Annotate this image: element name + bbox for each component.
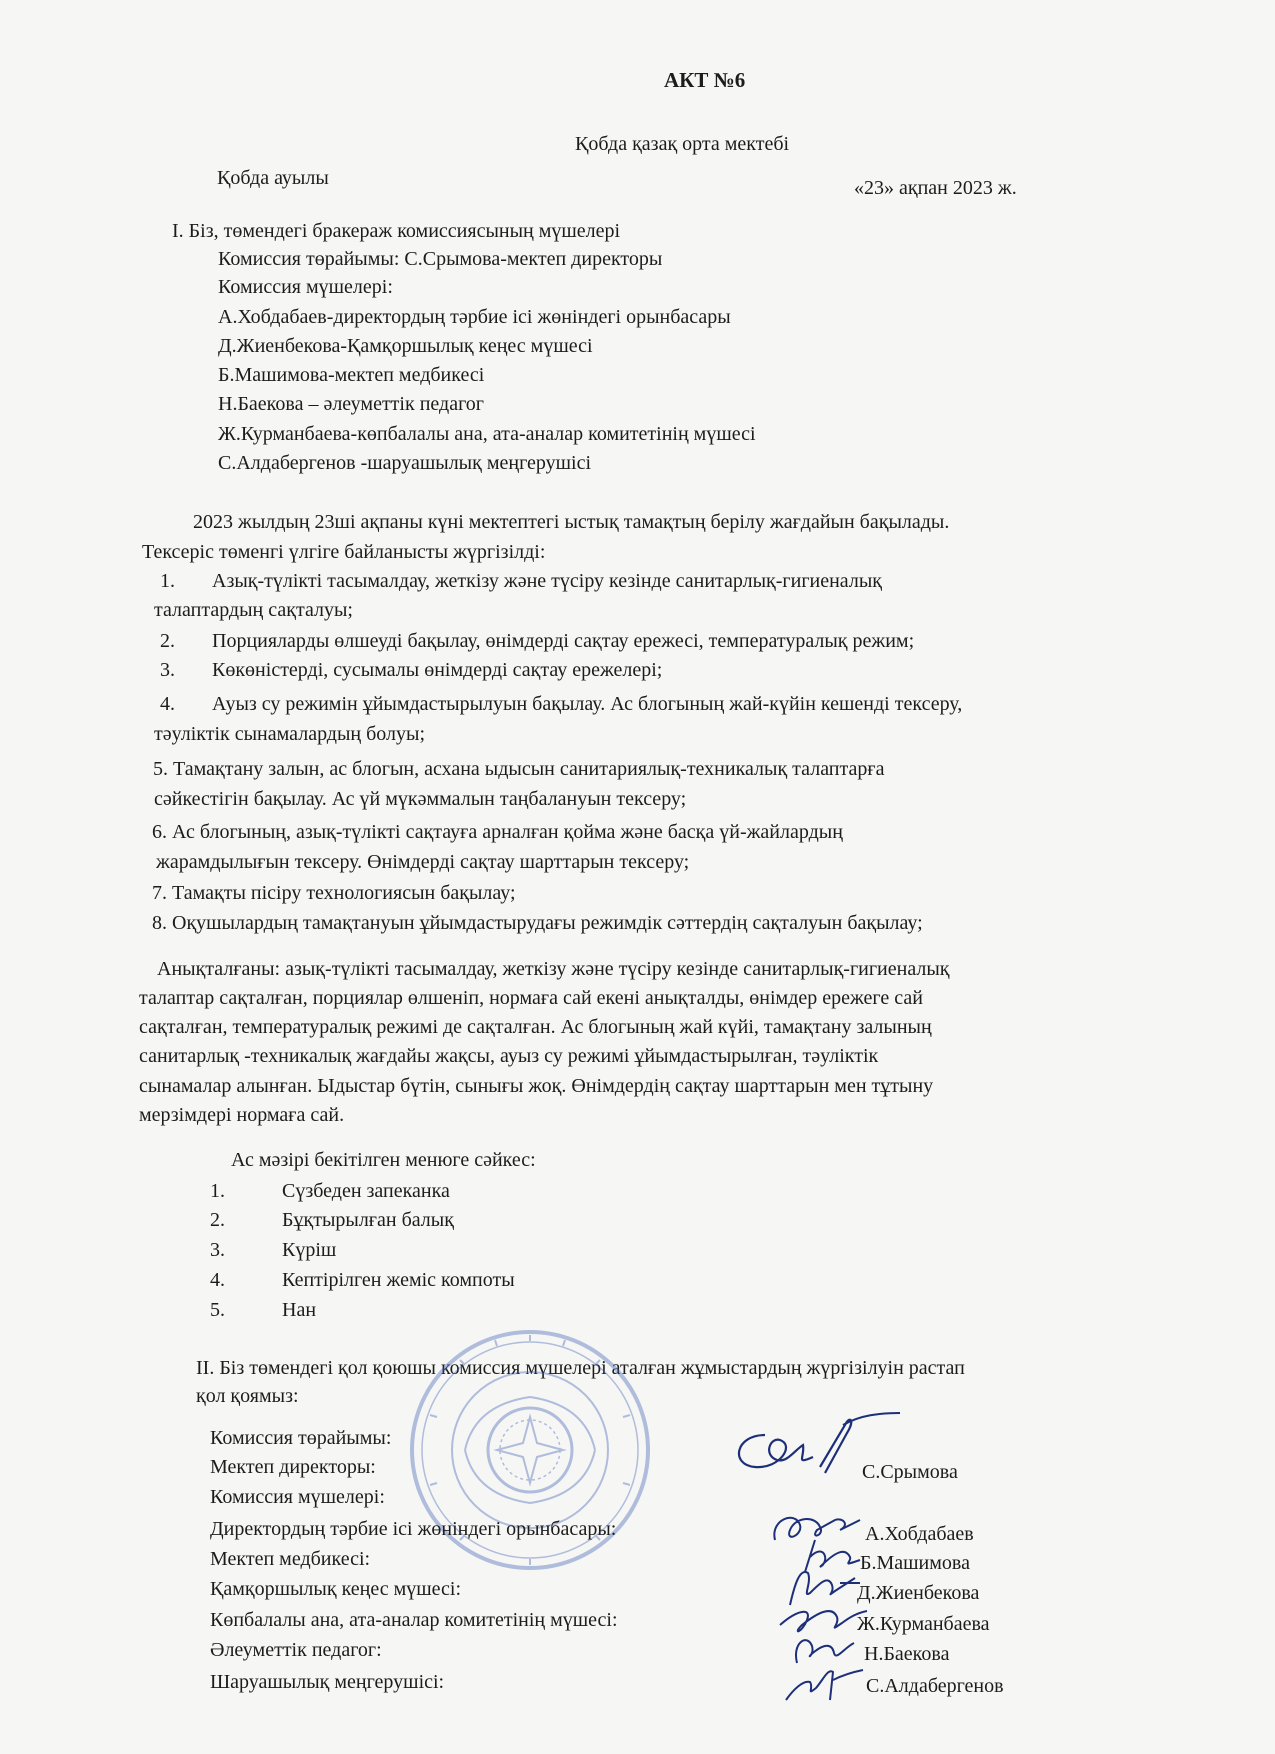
commission-chair: Комиссия төрайымы: С.Срымова-мектеп директоры bbox=[218, 248, 663, 270]
menu-item: 3. Күріш bbox=[210, 1239, 337, 1261]
findings-line: талаптар сақталған, порциялар өлшеніп, нормаға сай екені анықталды, өнімдер ережеге сай bbox=[139, 987, 923, 1009]
signature-name: Ж.Курманбаева bbox=[857, 1613, 990, 1635]
inspection-item-cont: сәйкестігін бақылау. Ас үй мүкәммалын таңбалануын тексеру; bbox=[154, 788, 687, 810]
inspection-item: 6. Ас блогының, азық-түлікті сақтауға арналған қойма және басқа үй-жайлардың bbox=[152, 821, 843, 843]
signature-name: С.Алдабергенов bbox=[866, 1675, 1004, 1697]
confirmation-line: қол қоямыз: bbox=[196, 1385, 299, 1407]
place-name: Қобда ауылы bbox=[217, 167, 329, 189]
commission-member: Ж.Курманбаева-көпбалалы ана, ата-аналар комитетінің мүшесі bbox=[218, 423, 756, 445]
menu-item: 1. Сүзбеден запеканка bbox=[210, 1180, 450, 1202]
findings-line: санитарлық -техникалық жағдайы жақсы, ауыз су режимі ұйымдастырылған, тәуліктік bbox=[139, 1045, 879, 1067]
inspection-basis: Тексеріс төменгі үлгіге байланысты жүргізілді: bbox=[142, 541, 546, 563]
inspection-item: 5. Тамақтану залын, ас блогын, асхана ыдысын санитариялық-техникалық талаптарға bbox=[153, 758, 885, 780]
signature-role: Әлеуметтік педагог: bbox=[210, 1639, 382, 1661]
signature-name: С.Срымова bbox=[862, 1461, 958, 1483]
signature-role: Мектеп директоры: bbox=[210, 1456, 376, 1478]
menu-item: 4. Кептірілген жеміс компоты bbox=[210, 1269, 515, 1291]
menu-title: Ас мәзірі бекітілген менюге сәйкес: bbox=[231, 1149, 536, 1171]
school-name: Қобда қазақ орта мектебі bbox=[575, 133, 790, 155]
findings-line: Анықталғаны: азық-түлікті тасымалдау, жеткізу және түсіру кезінде санитарлық-гигиеналық bbox=[157, 958, 950, 980]
commission-intro: І. Біз, төмендегі бракераж комиссиясының мүшелері bbox=[172, 220, 621, 242]
inspection-intro: 2023 жылдың 23ші ақпаны күні мектептегі ыстық тамақтың берілу жағдайын бақылады. bbox=[193, 511, 950, 533]
inspection-item: 2. Порцияларды өлшеуді бақылау, өнімдерді сақтау ережесі, температуралық режим; bbox=[160, 630, 915, 652]
signature-name: Н.Баекова bbox=[864, 1643, 950, 1665]
menu-item: 2. Бұқтырылған балық bbox=[210, 1209, 454, 1231]
inspection-item: 4. Ауыз су режимін ұйымдастырылуын бақылау. Ас блогының жай-күйін кешенді тексеру, bbox=[160, 693, 963, 715]
signature-role: Көпбалалы ана, ата-аналар комитетінің мүшесі: bbox=[210, 1609, 618, 1631]
document-date: «23» ақпан 2023 ж. bbox=[854, 177, 1017, 199]
menu-item: 5. Нан bbox=[210, 1299, 317, 1321]
commission-member: А.Хобдабаев-директордың тәрбие ісі жөніндегі орынбасары bbox=[218, 306, 731, 328]
signature-role: Мектеп медбикесі: bbox=[210, 1548, 371, 1570]
director-signature bbox=[725, 1405, 905, 1485]
findings-line: мерзімдері нормаға сай. bbox=[139, 1104, 345, 1126]
signature-role: Қамқоршылық кеңес мүшесі: bbox=[210, 1578, 462, 1600]
inspection-item: 3. Көкөністерді, сусымалы өнімдерді сақтау ережелері; bbox=[160, 659, 663, 681]
findings-line: сынамалар алынған. Ыдыстар бүтін, сынығы жоқ. Өнімдердің сақтау шарттарын мен тұтыну bbox=[139, 1075, 934, 1097]
commission-member: С.Алдабергенов -шаруашылық меңгерушісі bbox=[218, 452, 592, 474]
inspection-item: 1. Азық-түлікті тасымалдау, жеткізу және түсіру кезінде санитарлық-гигиеналық bbox=[160, 570, 882, 592]
commission-member: Д.Жиенбекова-Қамқоршылық кеңес мүшесі bbox=[218, 335, 593, 357]
signature-role: Комиссия мүшелері: bbox=[210, 1486, 385, 1508]
signature-role: Шаруашылық меңгерушісі: bbox=[210, 1671, 445, 1693]
signature-name: Д.Жиенбекова bbox=[857, 1582, 980, 1604]
signature-6 bbox=[778, 1660, 868, 1705]
inspection-item: 7. Тамақты пісіру технологиясын бақылау; bbox=[152, 882, 516, 904]
signature-name: Б.Машимова bbox=[860, 1552, 970, 1574]
inspection-item: 8. Оқушылардың тамақтануын ұйымдастырудағы режимдік сәттердің сақталуын бақылау; bbox=[152, 912, 923, 934]
findings-line: сақталған, температуралық режимі де сақталған. Ас блогының жай күйі, тамақтану залының bbox=[139, 1016, 932, 1038]
document-title: АКТ №6 bbox=[664, 68, 746, 92]
inspection-item-cont: тәуліктік сынамалардың болуы; bbox=[154, 723, 426, 745]
inspection-item-cont: талаптардың сақталуы; bbox=[154, 599, 353, 621]
signature-name: А.Хобдабаев bbox=[865, 1523, 974, 1545]
commission-member: Н.Баекова – әлеуметтік педагог bbox=[218, 393, 484, 415]
commission-members-label: Комиссия мүшелері: bbox=[218, 276, 393, 298]
commission-member: Б.Машимова-мектеп медбикесі bbox=[218, 364, 485, 386]
signature-role: Комиссия төрайымы: bbox=[210, 1427, 392, 1449]
inspection-item-cont: жарамдылығын тексеру. Өнімдерді сақтау шарттарын тексеру; bbox=[156, 851, 690, 873]
confirmation-line: ІІ. Біз төмендегі қол қоюшы комиссия мүшелері аталған жұмыстардың жүргізілуін растап bbox=[196, 1357, 965, 1379]
signature-role: Директордың тәрбие ісі жөніндегі орынбасары: bbox=[210, 1518, 617, 1540]
